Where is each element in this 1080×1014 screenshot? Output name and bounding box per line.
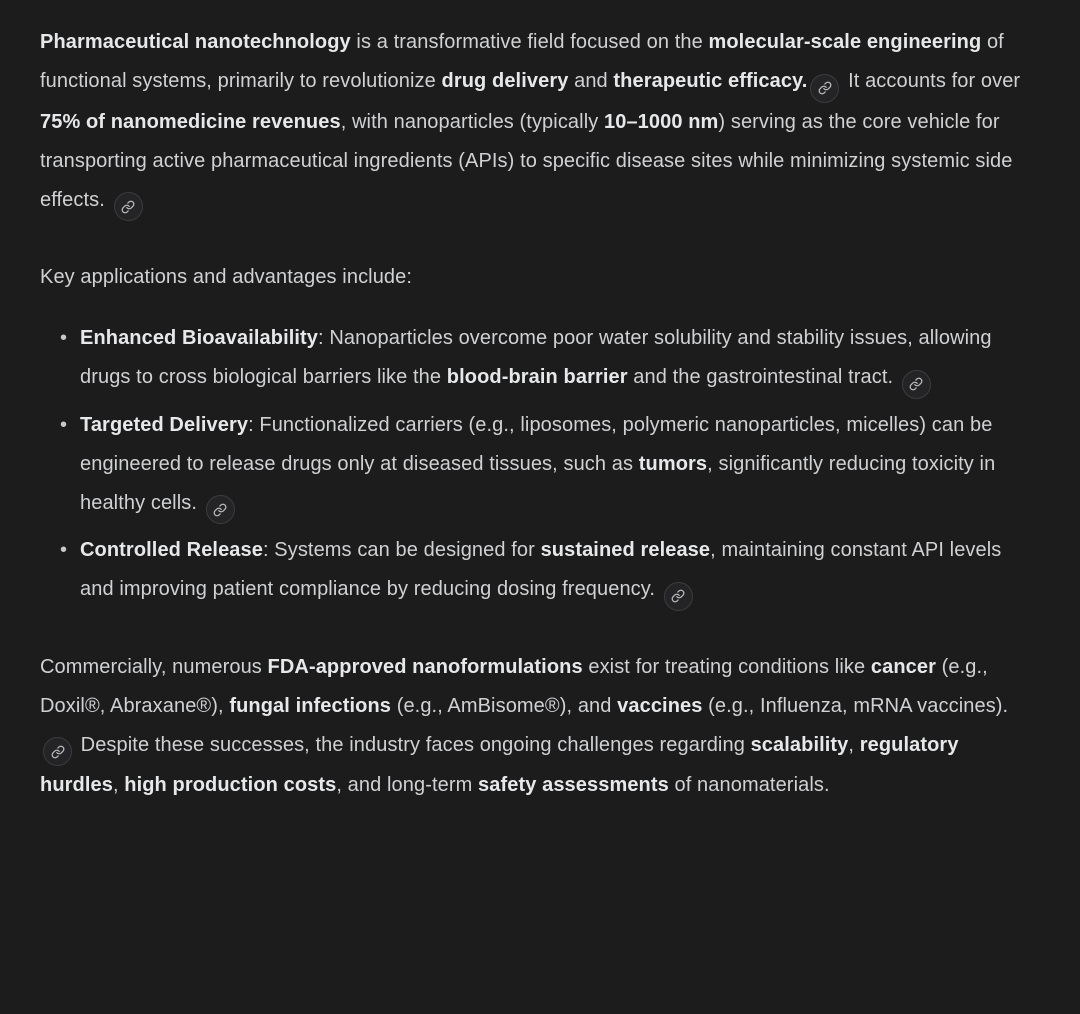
text: is a transformative field focused on the [350,31,709,53]
text: Despite these successes, the industry faces ongoing challenges regarding [75,733,751,756]
bold-text: blood-brain barrier [446,366,628,388]
bold-text: 75% of nanomedicine revenues [40,110,341,133]
bold-text: fungal infections [229,694,392,717]
bold-text: cancer [870,655,936,678]
text: , [848,733,860,756]
bold-text: Pharmaceutical nanotechnology [40,31,351,53]
text: exist for treating conditions like [582,655,871,678]
bold-text: sustained release [540,539,711,561]
text: ) serving as the core vehicle for transporting active pharmaceutical ingredients (APIs) to specific disease sites while minimizing systemic side effects. [40,110,1013,211]
bold-text: Targeted Delivery [80,413,249,436]
text: and [568,70,614,92]
text: , significantly reducing toxicity in healthy cells. [80,452,996,514]
bold-text: drug delivery [441,70,569,92]
bold-text: vaccines [617,694,703,717]
citation-link-icon[interactable] [664,582,693,611]
bold-text: high production costs [124,774,337,796]
paragraph [40,258,1040,297]
text: , [112,774,125,796]
citation-link-icon[interactable] [43,737,72,766]
bold-text: Controlled Release [80,539,263,561]
citation-link-icon[interactable] [114,192,143,221]
text: : Functionalized carriers (e.g., liposomes, polymeric nanoparticles, micelles) can be engineered to release drugs only at diseased tissues, such as [80,413,993,475]
paragraph [40,648,1040,806]
text: Commercially, numerous [40,655,268,678]
text: (e.g., Doxil®, Abraxane®), [40,655,988,717]
citation-link-icon[interactable] [902,370,931,399]
bold-text: scalability [750,733,849,756]
text: It accounts for over [842,70,1021,92]
bold-text: molecular-scale engineering [708,31,982,53]
text: of functional systems, primarily to revolutionize [40,31,1004,92]
text: , with nanoparticles (typically [340,110,604,133]
bold-text: safety assessments [478,774,669,796]
bold-text: FDA-approved nanoformulations [267,655,583,678]
list-item [80,319,1040,399]
text: of nanomaterials. [668,774,830,796]
text: (e.g., AmBisome®), and [391,694,618,717]
text: (e.g., Influenza, mRNA vaccines). [702,694,1009,717]
text: : Nanoparticles overcome poor water solubility and stability issues, allowing drugs to cross biological barriers like the [80,327,992,388]
citation-link-icon[interactable] [206,495,235,524]
list-item [80,531,1040,611]
bullet-list [40,319,1040,611]
bold-text: 10–1000 nm [604,110,719,133]
bold-text: Enhanced Bioavailability [80,327,319,349]
list-item [80,406,1040,525]
bold-text: tumors [638,452,708,475]
bold-text: therapeutic efficacy. [613,70,808,92]
text: , and long-term [336,774,479,796]
citation-link-icon[interactable] [810,74,839,103]
text: Key applications and advantages include: [40,266,413,288]
text: , maintaining constant API levels and improving patient compliance by reducing dosing frequency. [80,539,1002,600]
text: : Systems can be designed for [262,539,541,561]
text: and the gastrointestinal tract. [627,366,899,388]
bold-text: regulatory hurdles [40,733,959,796]
paragraph [40,23,1040,221]
